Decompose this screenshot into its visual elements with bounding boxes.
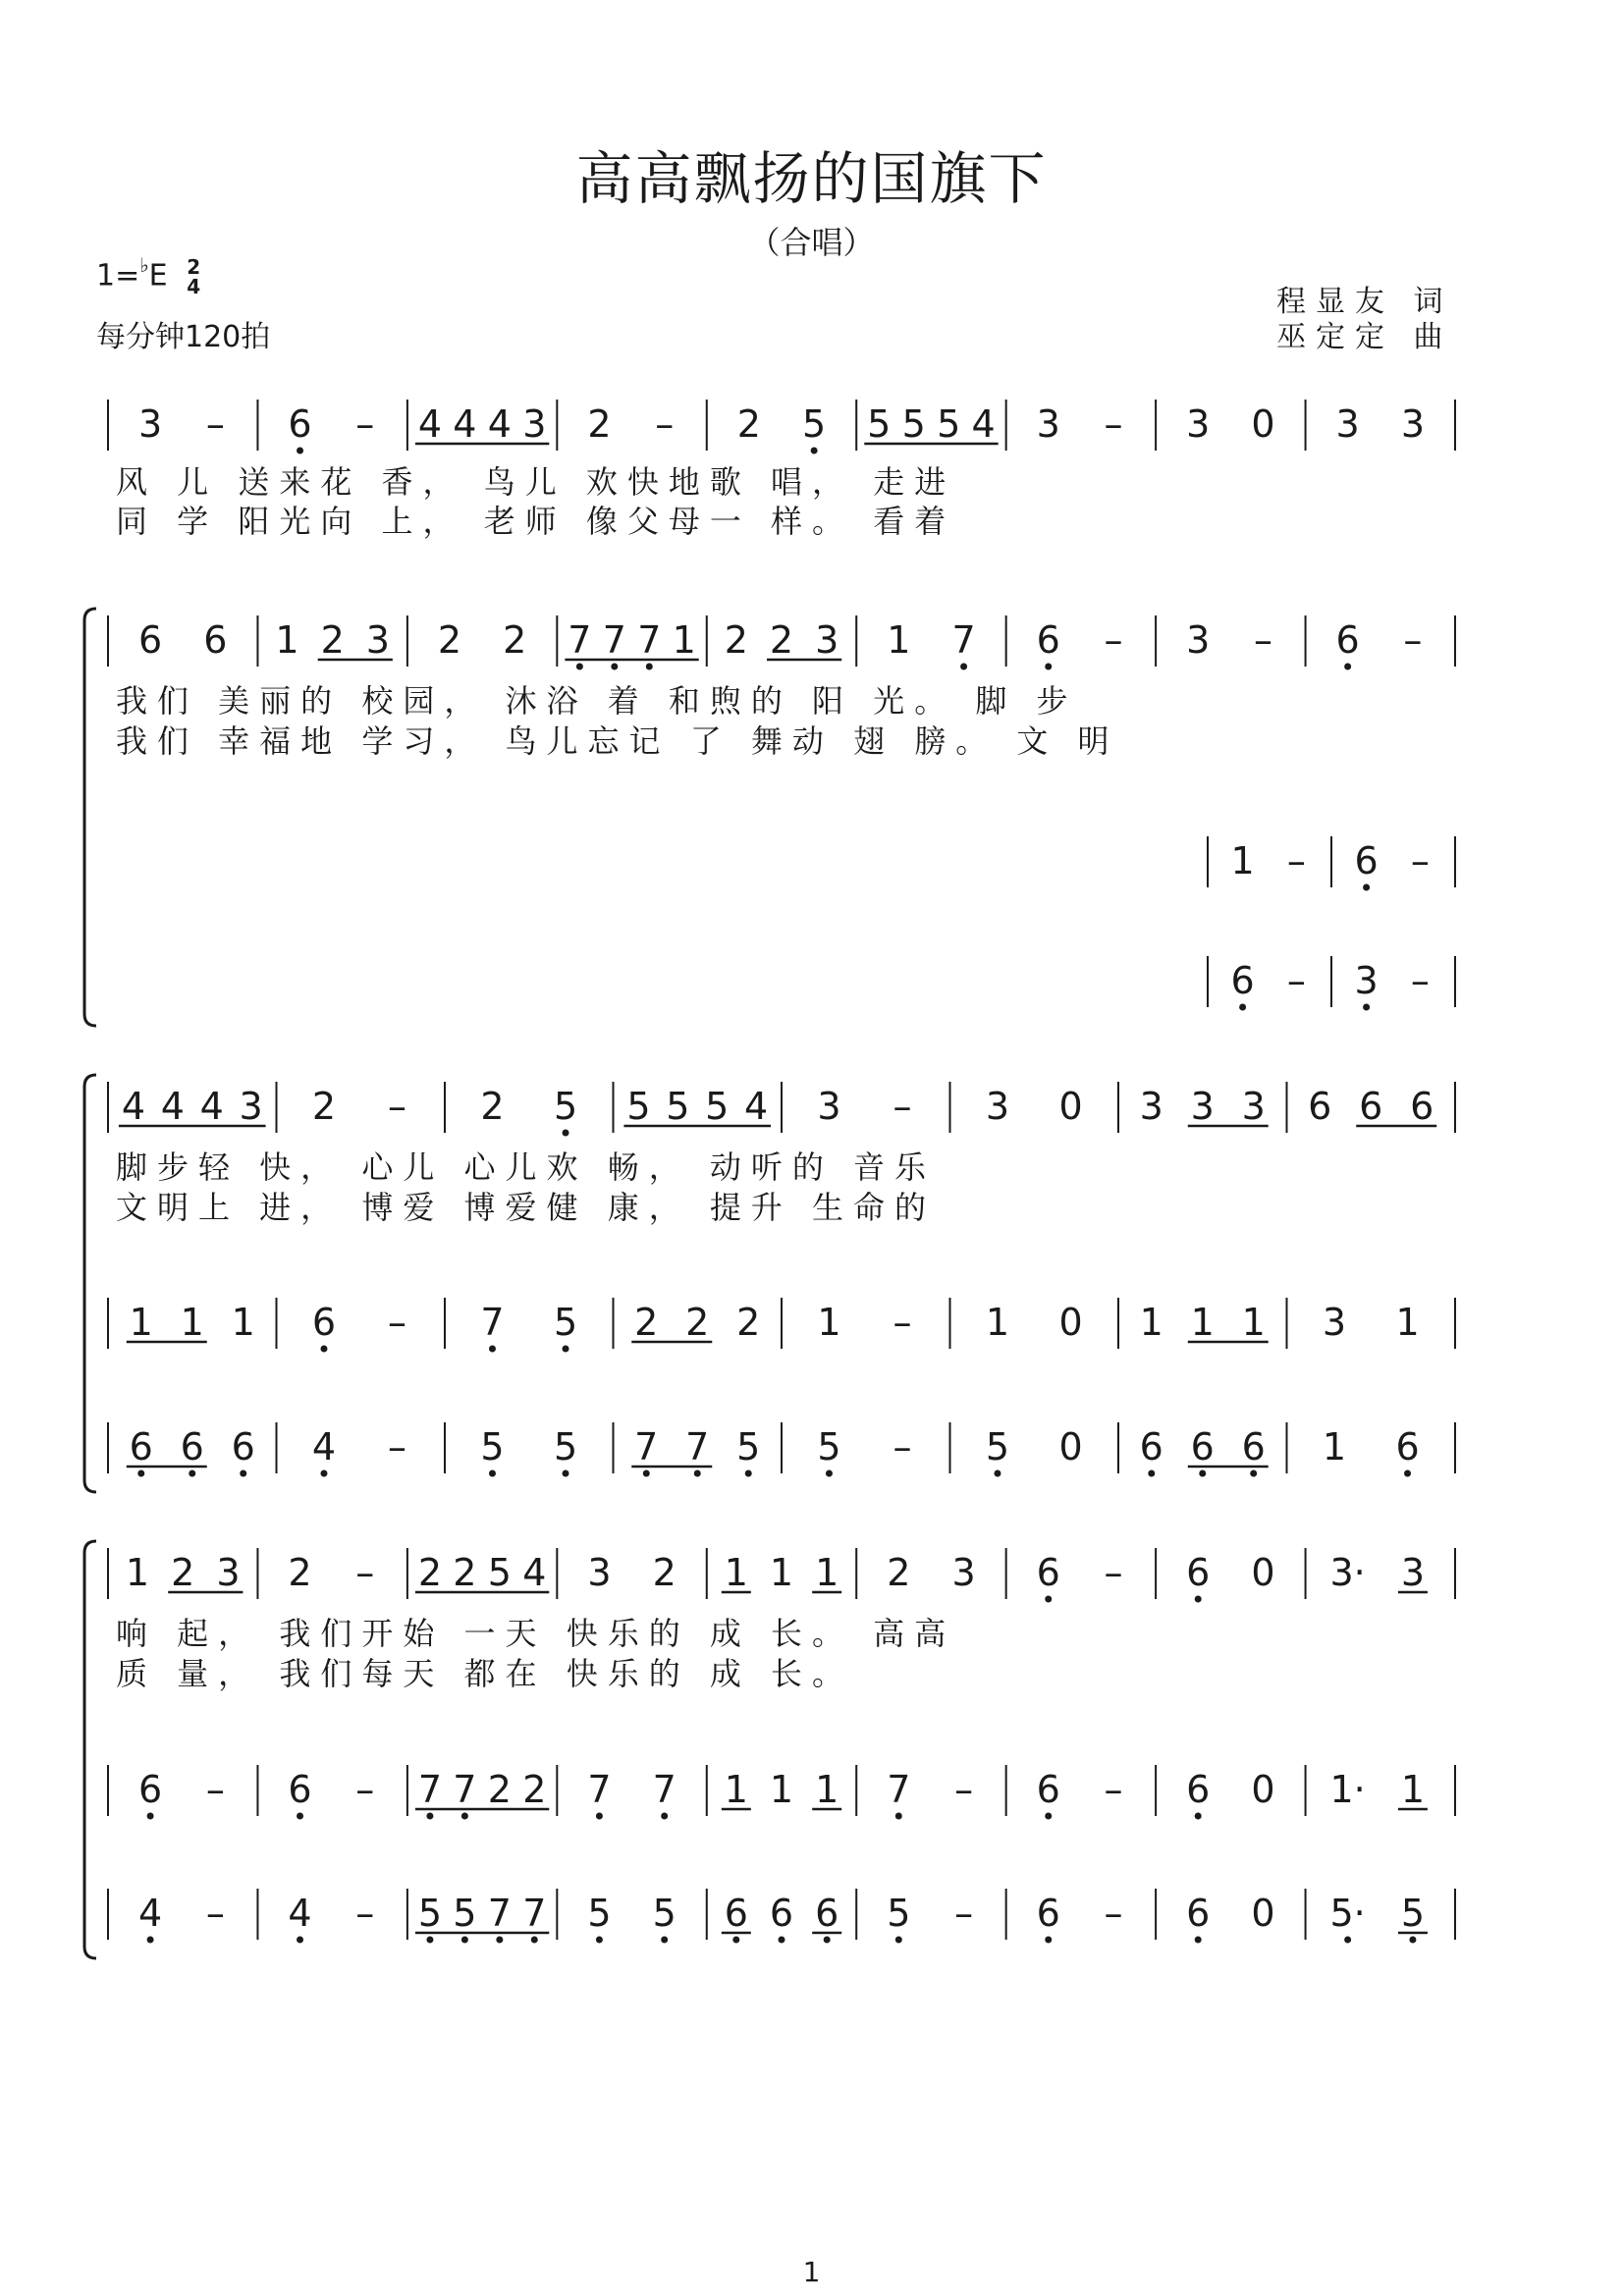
system-3-staff-1-note: 4 (199, 1085, 224, 1128)
system-3-staff-2-note: 1 (817, 1301, 841, 1344)
system-3-staff-1-note: 2 (311, 1085, 337, 1128)
system-2-staff-2-note: 6 (1354, 839, 1379, 882)
system-2-staff-1-note: 6 (1335, 618, 1360, 662)
octave-dot (240, 1470, 246, 1477)
octave-dot (576, 664, 583, 670)
system-2-staff-1-note: 7 (568, 618, 592, 662)
system-2-staff-2-note: 1 (1230, 839, 1255, 882)
octave-dot (643, 1470, 650, 1477)
system-2-staff-1-note: 7 (951, 618, 976, 662)
song-subtitle: （合唱） (748, 224, 875, 261)
system-3-staff-1-note: – (388, 1085, 407, 1128)
octave-dot (489, 1346, 496, 1353)
system-3-staff-2-note: 0 (1058, 1301, 1083, 1344)
lyricist-credit: 程显友 词 (1276, 285, 1453, 319)
system-2-staff-1-note: 3 (365, 618, 390, 662)
octave-dot (189, 1470, 195, 1477)
system-3-staff-1-note: 6 (1308, 1085, 1332, 1128)
system-3-staff-3-note: 6 (1190, 1425, 1215, 1468)
system-4-staff-1-note: 6 (1186, 1551, 1211, 1594)
system-4-staff-1-note: 2 (453, 1551, 477, 1594)
system-3-staff-2-note: 1 (1241, 1301, 1266, 1344)
octave-dot (960, 664, 967, 670)
system-4-staff-3-note: 6 (769, 1892, 794, 1935)
system-1-staff-1-note: 3 (1400, 402, 1426, 446)
system-4-staff-3-note: 6 (724, 1892, 748, 1935)
system-3-staff-1-note: 3 (239, 1085, 263, 1128)
system-2-staff-1-note: 2 (437, 618, 462, 662)
system-3-staff-3-note: – (388, 1425, 407, 1468)
system-4-staff-3-note: 5 (587, 1892, 612, 1935)
system-4-staff-1-note: – (1104, 1551, 1123, 1594)
system-4-staff-3-note: 5· (1329, 1892, 1366, 1935)
system-4-staff-1-note: 2 (171, 1551, 195, 1594)
system-1-staff-1-note: 3 (1335, 402, 1360, 446)
system-3-staff-3-note: 6 (231, 1425, 255, 1468)
system-2-staff-1-note: 6 (203, 618, 228, 662)
system-4-staff-3-note: 7 (522, 1892, 547, 1935)
octave-dot (496, 1937, 503, 1944)
octave-dot (320, 1470, 327, 1477)
system-4-staff-2-note: 2 (522, 1768, 547, 1811)
system-3-staff-2-note: 1 (180, 1301, 204, 1344)
octave-dot (1045, 1596, 1052, 1603)
system-4-staff-2-note: 1 (769, 1768, 794, 1811)
time-bottom: 4 (187, 275, 201, 298)
lyric-line: 我们 美丽的 校园， 沐浴 着 和煦的 阳 光。 脚 步 (116, 682, 1078, 720)
system-2-staff-1-note: 2 (320, 618, 345, 662)
system-1-staff-1-note: 4 (487, 402, 512, 446)
system-3-staff-1-note: 4 (743, 1085, 769, 1128)
system-2-staff-1-note: 2 (769, 618, 794, 662)
system-3-staff-2-note: 5 (553, 1301, 578, 1344)
system-3-staff-3-note: 6 (1241, 1425, 1266, 1468)
system-4-staff-2-note: 7 (652, 1768, 676, 1811)
system-1-staff-1-note: 0 (1251, 402, 1275, 446)
system-3-staff-3-note: 5 (736, 1425, 761, 1468)
system-brace (84, 1541, 96, 1958)
system-3-staff-2-note: 6 (311, 1301, 337, 1344)
lyric-line: 同 学 阳光向 上， 老师 像父母一 样。 看着 (116, 503, 956, 540)
system-1-staff-1-note: 5 (937, 402, 961, 446)
system-2-staff-3-note: – (1286, 959, 1306, 1002)
system-4-staff-3-note: 4 (137, 1892, 163, 1935)
system-4-staff-1-note: 2 (887, 1551, 911, 1594)
octave-dot (137, 1470, 144, 1477)
system-3-staff-3-note: 0 (1058, 1425, 1083, 1468)
system-3-staff-3-note: 7 (634, 1425, 659, 1468)
system-3-staff-3-note: 6 (1139, 1425, 1163, 1468)
octave-dot (1195, 1596, 1202, 1603)
system-4-staff-3-note: – (1104, 1892, 1123, 1935)
system-3-staff-1-note: 3 (1190, 1085, 1215, 1128)
system-4-staff-1-note: 2 (652, 1551, 676, 1594)
system-3-staff-2-note: 7 (480, 1301, 505, 1344)
system-3-staff-1-note: 5 (553, 1085, 578, 1128)
system-2-staff-1-note: 2 (724, 618, 748, 662)
tempo-marking: 每分钟120拍 (96, 320, 271, 354)
system-brace (84, 1075, 96, 1492)
octave-dot (147, 1813, 154, 1820)
system-3-staff-2-note: 2 (736, 1301, 761, 1344)
system-3-staff-2-note: 1 (1190, 1301, 1215, 1344)
system-3-staff-2-note: 1 (231, 1301, 255, 1344)
system-4-staff-1-note: 3 (1400, 1551, 1426, 1594)
system-4-staff-1-note: 0 (1251, 1551, 1275, 1594)
system-4-staff-2-note: 1 (724, 1768, 748, 1811)
system-4-staff-3-note: 5 (417, 1892, 443, 1935)
octave-dot (596, 1937, 603, 1944)
system-1-staff-1-note: 2 (736, 402, 761, 446)
system-4-staff-2-note: 7 (887, 1768, 911, 1811)
system-3-staff-3-note: 4 (311, 1425, 337, 1468)
system-3-staff-1-note: – (893, 1085, 912, 1128)
octave-dot (297, 1813, 303, 1820)
octave-dot (824, 1937, 831, 1944)
system-2-staff-1-note: 1 (275, 618, 299, 662)
system-2-staff-2-note: – (1286, 839, 1306, 882)
song-title: 高高飘扬的国旗下 (575, 145, 1048, 212)
octave-dot (1195, 1813, 1202, 1820)
system-3-staff-1-note: 2 (480, 1085, 505, 1128)
system-3-staff-3-note: 7 (685, 1425, 710, 1468)
system-3-staff-3-note: 5 (480, 1425, 505, 1468)
system-4-staff-2-note: 1· (1329, 1768, 1366, 1811)
system-3-staff-2-note: 1 (1395, 1301, 1420, 1344)
system-4-staff-2-note: 0 (1251, 1768, 1275, 1811)
time-top: 2 (187, 255, 201, 279)
system-2-staff-1-note: – (1403, 618, 1423, 662)
system-3-staff-3-note: 5 (985, 1425, 1010, 1468)
octave-dot (563, 1130, 569, 1137)
system-2-staff-1-note: – (1104, 618, 1123, 662)
system-4-staff-3-note: – (355, 1892, 375, 1935)
system-3-staff-3-note: 1 (1322, 1425, 1347, 1468)
system-1-staff-1-note: – (655, 402, 675, 446)
system-3-staff-2-note: 1 (985, 1301, 1010, 1344)
octave-dot (1363, 884, 1370, 891)
octave-dot (1045, 664, 1052, 670)
octave-dot (297, 1937, 303, 1944)
system-3-staff-3-note: 6 (129, 1425, 153, 1468)
system-4-staff-3-note: – (205, 1892, 225, 1935)
composer-credit: 巫定定 曲 (1276, 320, 1453, 354)
system-4-staff-2-note: 1 (1400, 1768, 1426, 1811)
system-2-staff-1-note: – (1253, 618, 1272, 662)
system-4-staff-2-note: 1 (815, 1768, 839, 1811)
system-4-staff-1-note: 5 (487, 1551, 512, 1594)
system-4-staff-1-note: 1 (815, 1551, 839, 1594)
octave-dot (811, 448, 818, 454)
system-3-staff-3-note: 5 (817, 1425, 841, 1468)
system-1-staff-1-note: – (355, 402, 375, 446)
system-4-staff-3-note: 5 (1400, 1892, 1426, 1935)
system-4-staff-2-note: 6 (137, 1768, 163, 1811)
octave-dot (297, 448, 303, 454)
octave-dot (661, 1937, 668, 1944)
system-1-staff-1-note: 5 (901, 402, 926, 446)
system-2-staff-2-note: – (1410, 839, 1430, 882)
system-4-staff-2-note: 6 (288, 1768, 312, 1811)
octave-dot (745, 1470, 752, 1477)
lyric-line: 文明上 进， 博爱 博爱健 康， 提升 生命的 (116, 1189, 937, 1226)
octave-dot (1239, 1004, 1246, 1011)
system-4-staff-1-note: 2 (288, 1551, 312, 1594)
system-1-staff-1-note: 6 (288, 402, 312, 446)
system-2-staff-1-note: 3 (815, 618, 839, 662)
system-3-staff-2-note: 2 (685, 1301, 710, 1344)
system-3-staff-2-note: 1 (1139, 1301, 1163, 1344)
system-4-staff-3-note: 6 (815, 1892, 839, 1935)
system-1-staff-1-note: 4 (971, 402, 996, 446)
octave-dot (1344, 664, 1351, 670)
lyric-line: 我们 幸福地 学习， 鸟儿忘记 了 舞动 翅 膀。 文 明 (116, 722, 1119, 760)
system-1-staff-1-note: 4 (453, 402, 477, 446)
octave-dot (1045, 1937, 1052, 1944)
system-3-staff-1-note: 3 (985, 1085, 1010, 1128)
system-4-staff-2-note: 7 (417, 1768, 443, 1811)
octave-dot (531, 1937, 538, 1944)
system-2-staff-1-note: 3 (1186, 618, 1211, 662)
system-3-staff-2-note: – (388, 1301, 407, 1344)
system-4-staff-3-note: 0 (1251, 1892, 1275, 1935)
octave-dot (646, 664, 653, 670)
system-4-staff-2-note: – (1104, 1768, 1123, 1811)
system-4-staff-3-note: 4 (288, 1892, 312, 1935)
system-4-staff-1-note: 1 (724, 1551, 748, 1594)
system-2-staff-3-note: – (1410, 959, 1430, 1002)
system-4-staff-3-note: 5 (453, 1892, 477, 1935)
system-4-staff-1-note: 3· (1329, 1551, 1366, 1594)
octave-dot (1195, 1937, 1202, 1944)
system-4-staff-1-note: 3 (216, 1551, 241, 1594)
system-1-staff-1-note: 3 (522, 402, 547, 446)
system-1-staff-1-note: 5 (867, 402, 892, 446)
system-4-staff-1-note: 2 (417, 1551, 443, 1594)
octave-dot (1250, 1470, 1257, 1477)
octave-dot (320, 1346, 327, 1353)
flat-sign: ♭ (139, 252, 149, 277)
system-2-staff-1-note: 6 (137, 618, 163, 662)
system-4-staff-3-note: 6 (1186, 1892, 1211, 1935)
system-3-staff-1-note: 6 (1410, 1085, 1434, 1128)
system-4-staff-3-note: 5 (887, 1892, 911, 1935)
system-3-staff-3-note: 6 (1395, 1425, 1420, 1468)
system-3-staff-1-note: 3 (817, 1085, 841, 1128)
system-4-staff-3-note: 6 (1036, 1892, 1060, 1935)
octave-dot (1404, 1470, 1411, 1477)
system-2-staff-1-note: 1 (672, 618, 696, 662)
system-1-staff-1-note: 3 (137, 402, 163, 446)
system-brace (84, 609, 96, 1026)
system-3-staff-3-note: – (893, 1425, 912, 1468)
system-2-staff-1-note: 6 (1036, 618, 1060, 662)
system-3-staff-2-note: 3 (1322, 1301, 1347, 1344)
octave-dot (1148, 1470, 1155, 1477)
octave-dot (694, 1470, 701, 1477)
lyric-line: 质 量， 我们每天 都在 快乐的 成 长。 (116, 1655, 854, 1692)
key-note: E (148, 258, 168, 294)
key-prefix: 1= (96, 258, 140, 294)
system-4-staff-2-note: 7 (453, 1768, 477, 1811)
octave-dot (826, 1470, 833, 1477)
system-3-staff-2-note: – (893, 1301, 912, 1344)
system-3-staff-1-note: 5 (626, 1085, 651, 1128)
octave-dot (895, 1813, 902, 1820)
system-3-staff-2-note: 1 (129, 1301, 153, 1344)
system-3-staff-1-note: 5 (705, 1085, 730, 1128)
system-3-staff-1-note: 3 (1241, 1085, 1266, 1128)
octave-dot (1344, 1937, 1351, 1944)
octave-dot (1045, 1813, 1052, 1820)
system-4-staff-1-note: 1 (125, 1551, 150, 1594)
system-3-staff-1-note: 5 (666, 1085, 690, 1128)
system-2-staff-1-note: 2 (503, 618, 527, 662)
octave-dot (1199, 1470, 1206, 1477)
octave-dot (461, 1813, 468, 1820)
system-4-staff-2-note: 6 (1036, 1768, 1060, 1811)
system-4-staff-3-note: – (954, 1892, 974, 1935)
octave-dot (994, 1470, 1001, 1477)
system-4-staff-1-note: 3 (587, 1551, 612, 1594)
octave-dot (426, 1937, 433, 1944)
lyric-line: 响 起， 我们开始 一天 快乐的 成 长。 高高 (116, 1615, 956, 1652)
system-4-staff-3-note: 7 (487, 1892, 512, 1935)
octave-dot (596, 1813, 603, 1820)
system-1-staff-1-note: 5 (802, 402, 827, 446)
octave-dot (661, 1813, 668, 1820)
system-4-staff-1-note: 1 (769, 1551, 794, 1594)
system-1-staff-1-note: 3 (1036, 402, 1060, 446)
system-3-staff-1-note: 0 (1058, 1085, 1083, 1128)
octave-dot (1363, 1004, 1370, 1011)
system-4-staff-1-note: – (355, 1551, 375, 1594)
system-1-staff-1-note: 3 (1186, 402, 1211, 446)
system-1-staff-1-note: – (205, 402, 225, 446)
octave-dot (1409, 1937, 1416, 1944)
system-4-staff-2-note: 2 (487, 1768, 512, 1811)
system-4-staff-1-note: 6 (1036, 1551, 1060, 1594)
system-1-staff-1-note: 2 (587, 402, 612, 446)
system-3-staff-1-note: 4 (121, 1085, 146, 1128)
system-3-staff-2-note: 2 (634, 1301, 659, 1344)
system-4-staff-1-note: 3 (951, 1551, 976, 1594)
system-1-staff-1-note: 4 (417, 402, 443, 446)
octave-dot (732, 1937, 739, 1944)
octave-dot (779, 1937, 785, 1944)
system-4-staff-2-note: – (205, 1768, 225, 1811)
system-1-staff-1-note: – (1104, 402, 1123, 446)
system-3-staff-1-note: 6 (1359, 1085, 1383, 1128)
system-4-staff-2-note: – (954, 1768, 974, 1811)
octave-dot (489, 1470, 496, 1477)
system-3-staff-1-note: 3 (1139, 1085, 1163, 1128)
octave-dot (563, 1346, 569, 1353)
octave-dot (895, 1937, 902, 1944)
system-2-staff-1-note: 7 (637, 618, 662, 662)
octave-dot (611, 664, 618, 670)
system-2-staff-1-note: 7 (602, 618, 626, 662)
system-4-staff-3-note: 5 (652, 1892, 676, 1935)
system-2-staff-3-note: 3 (1354, 959, 1379, 1002)
octave-dot (147, 1937, 154, 1944)
system-3-staff-1-note: 4 (160, 1085, 185, 1128)
lyric-line: 风 儿 送来花 香， 鸟儿 欢快地歌 唱， 走进 (116, 463, 956, 501)
octave-dot (461, 1937, 468, 1944)
octave-dot (426, 1813, 433, 1820)
system-4-staff-2-note: 6 (1186, 1768, 1211, 1811)
system-4-staff-1-note: 4 (522, 1551, 547, 1594)
system-4-staff-2-note: – (355, 1768, 375, 1811)
system-2-staff-3-note: 6 (1230, 959, 1255, 1002)
system-2-staff-1-note: 1 (887, 618, 911, 662)
system-3-staff-3-note: 6 (180, 1425, 204, 1468)
octave-dot (563, 1470, 569, 1477)
system-4-staff-2-note: 7 (587, 1768, 612, 1811)
page-number: 1 (802, 2256, 821, 2288)
system-3-staff-3-note: 5 (553, 1425, 578, 1468)
lyric-line: 脚步轻 快， 心儿 心儿欢 畅， 动听的 音乐 (116, 1148, 937, 1186)
